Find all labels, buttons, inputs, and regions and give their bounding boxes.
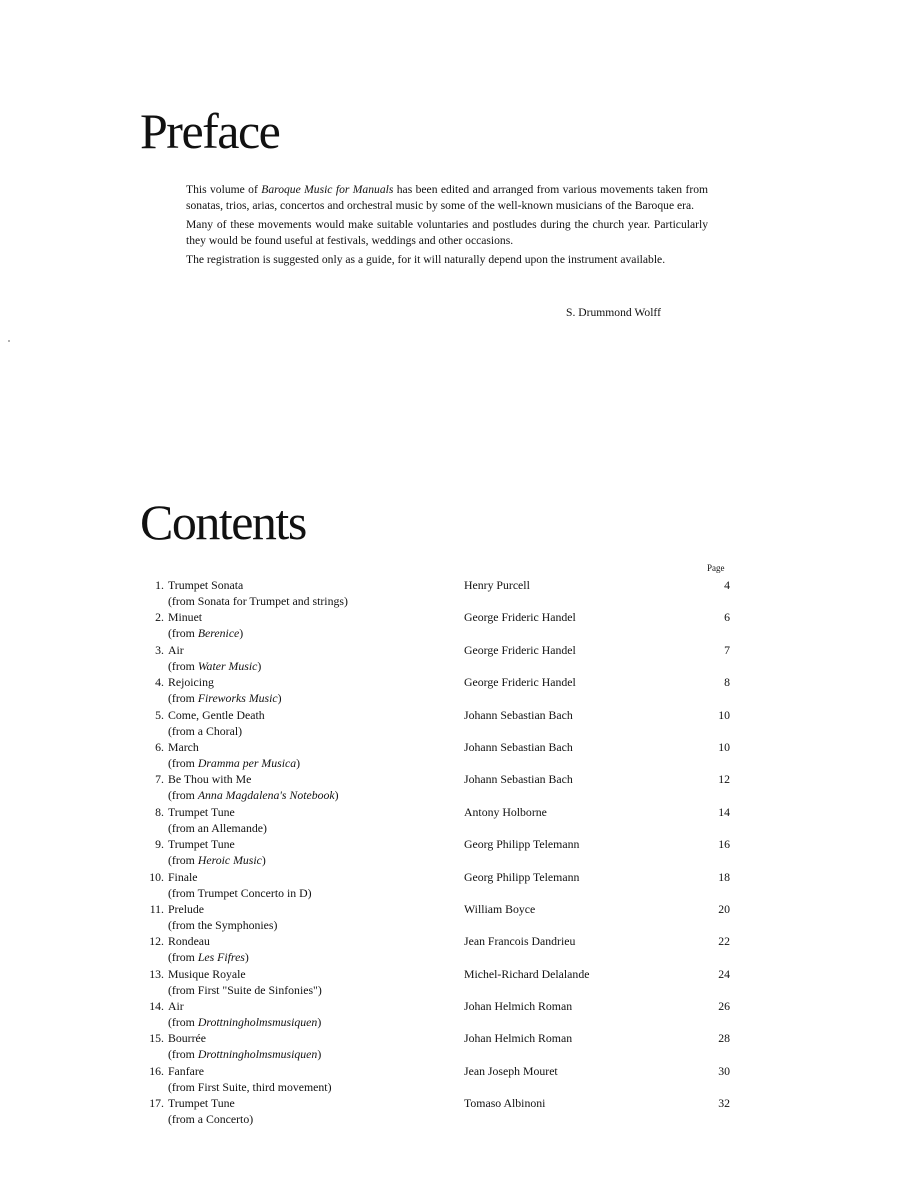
- entry-source-text: (from: [168, 1015, 198, 1030]
- entry-title: Come, Gentle Death: [168, 707, 265, 722]
- entry-page-number: 10: [718, 707, 730, 722]
- entry-number: 17.: [149, 1096, 164, 1111]
- entry-page-number: 30: [718, 1063, 730, 1078]
- entry-composer: Henry Purcell: [464, 578, 530, 592]
- contents-entry: [140, 901, 740, 933]
- entry-source-text: (from: [168, 691, 198, 706]
- preface-body: [186, 182, 708, 271]
- entry-number: 8.: [155, 804, 164, 819]
- contents-entry: [140, 739, 740, 771]
- entry-page-number: 24: [718, 966, 730, 981]
- entry-number: 1.: [155, 578, 164, 592]
- entry-page-number: 7: [724, 642, 730, 657]
- entry-source: [168, 755, 300, 771]
- entry-number: 15.: [149, 1031, 164, 1046]
- entry-source: [168, 658, 261, 674]
- entry-source: [168, 787, 339, 803]
- entry-title: Rejoicing: [168, 675, 214, 690]
- entry-source-text: (from the Symphonies): [168, 917, 278, 932]
- entry-title: Prelude: [168, 901, 205, 916]
- contents-entry: [140, 804, 740, 836]
- entry-source-text: (from: [168, 853, 198, 868]
- contents-entry: [140, 1030, 740, 1062]
- entry-source: [168, 852, 266, 868]
- entry-source-close: ): [261, 853, 266, 868]
- entry-title: Trumpet Tune: [168, 837, 235, 852]
- entry-source-text: (from: [168, 1047, 198, 1062]
- entry-title: March: [168, 739, 199, 754]
- entry-source-work: Water Music: [197, 658, 258, 673]
- entry-composer: William Boyce: [464, 901, 536, 916]
- entry-title: Trumpet Tune: [168, 1096, 235, 1111]
- entry-source: [168, 1079, 332, 1095]
- entry-composer: Jean Joseph Mouret: [464, 1063, 558, 1078]
- entry-number: 5.: [155, 707, 164, 722]
- entry-page-number: 22: [718, 934, 730, 949]
- contents-entry: [140, 869, 740, 901]
- page-column-label: Page: [707, 563, 725, 573]
- entry-source-text: (from an Allemande): [168, 820, 267, 835]
- contents-entry: [140, 933, 740, 965]
- preface-heading: Preface: [140, 103, 280, 159]
- entry-source: [168, 1046, 321, 1062]
- entry-page-number: 6: [724, 610, 730, 625]
- entry-source-close: ): [334, 788, 339, 803]
- entry-composer: Antony Holborne: [464, 804, 547, 819]
- entry-source-work: Anna Magdalena's Notebook: [197, 788, 335, 803]
- entry-composer: Johann Sebastian Bach: [464, 707, 573, 722]
- entry-title: Trumpet Tune: [168, 804, 235, 819]
- preface-p1-lead: This volume of: [186, 183, 262, 196]
- entry-source-text: (from a Concerto): [168, 1112, 254, 1127]
- entry-source: [168, 1111, 253, 1127]
- entry-number: 14.: [149, 999, 164, 1014]
- entry-number: 4.: [155, 675, 164, 690]
- entry-source-work: Dramma per Musica: [197, 755, 297, 770]
- entry-composer: Johan Helmich Roman: [464, 999, 573, 1014]
- entry-source: [168, 982, 322, 998]
- entry-source-close: ): [239, 626, 244, 641]
- entry-source: [168, 593, 348, 609]
- contents-heading: Contents: [140, 494, 306, 550]
- entry-source-text: (from: [168, 950, 198, 965]
- entry-title: Minuet: [168, 610, 203, 625]
- entry-page-number: 26: [718, 999, 730, 1014]
- entry-source: [168, 917, 277, 933]
- entry-source-text: (from: [168, 755, 198, 770]
- entry-title: Rondeau: [168, 934, 210, 949]
- entry-source: [168, 885, 312, 901]
- entry-title: Bourrée: [168, 1031, 206, 1046]
- contents-entry: [140, 577, 740, 609]
- entry-source-text: (from a Choral): [168, 723, 243, 738]
- entry-number: 13.: [149, 966, 164, 981]
- entry-number: 2.: [155, 610, 164, 625]
- entry-title: Air: [168, 999, 184, 1014]
- entry-title: Finale: [168, 869, 198, 884]
- preface-paragraph-2: Many of these movements would make suitable voluntaries and postludes during the church year. Particularly they would be found useful at festivals, weddings and other occasions.: [186, 218, 708, 247]
- entry-source-work: Drottningholmsmusiquen: [197, 1015, 318, 1030]
- entry-page-number: 28: [718, 1031, 730, 1046]
- preface-signature: S. Drummond Wolff: [566, 306, 661, 319]
- entry-number: 6.: [155, 739, 164, 754]
- contents-entry: [140, 642, 740, 674]
- entry-page-number: 16: [718, 837, 730, 852]
- contents-entry: [140, 707, 740, 739]
- entry-source-work: Fireworks Music: [197, 691, 278, 706]
- entry-page-number: 4: [724, 578, 730, 592]
- entry-source-close: ): [317, 1015, 322, 1030]
- entry-source-text: (from First Suite, third movement): [168, 1079, 332, 1094]
- entry-page-number: 18: [718, 869, 730, 884]
- entry-page-number: 12: [718, 772, 730, 787]
- entry-source-close: ): [244, 950, 249, 965]
- entry-number: 11.: [149, 901, 164, 916]
- entry-source-work: Berenice: [197, 626, 240, 641]
- entry-title: Trumpet Sonata: [168, 578, 244, 592]
- entry-source-work: Heroic Music: [197, 853, 262, 868]
- entry-composer: Johann Sebastian Bach: [464, 739, 573, 754]
- entry-source: [168, 625, 243, 641]
- entry-title: Air: [168, 642, 184, 657]
- contents-entry: [140, 1063, 740, 1095]
- entry-page-number: 10: [718, 739, 730, 754]
- entry-composer: George Frideric Handel: [464, 610, 576, 625]
- entry-composer: Johan Helmich Roman: [464, 1031, 573, 1046]
- preface-paragraph-3: The registration is suggested only as a guide, for it will naturally depend upon the instrument available.: [186, 253, 666, 266]
- entry-composer: Tomaso Albinoni: [464, 1096, 546, 1111]
- preface-paragraph-1: [186, 182, 708, 214]
- contents-entry: [140, 771, 740, 803]
- entry-page-number: 20: [718, 901, 730, 916]
- entry-source: [168, 1014, 321, 1030]
- entry-source-text: (from: [168, 788, 198, 803]
- entry-composer: George Frideric Handel: [464, 642, 576, 657]
- entry-composer: Georg Philipp Telemann: [464, 869, 580, 884]
- entry-source-text: (from: [168, 658, 198, 673]
- entry-composer: Georg Philipp Telemann: [464, 837, 580, 852]
- entry-composer: Johann Sebastian Bach: [464, 772, 573, 787]
- contents-entry: [140, 836, 740, 868]
- entry-source: [168, 820, 267, 836]
- entry-source-close: ): [257, 658, 262, 673]
- entry-source-text: (from: [168, 626, 198, 641]
- entry-source-close: ): [317, 1047, 322, 1062]
- entry-source-work: Les Fifres: [197, 950, 245, 965]
- contents-entry: [140, 998, 740, 1030]
- preface-p1-rest: has been edited and arranged from various movements taken from sonatas, trios, arias, concertos and orchestral music by some of the well-known musicians of the Baroque era.: [186, 183, 709, 212]
- book-title: Baroque Music for Manuals: [261, 183, 394, 196]
- entry-source: [168, 690, 282, 706]
- entry-composer: Michel-Richard Delalande: [464, 966, 590, 981]
- entry-title: Be Thou with Me: [168, 772, 252, 787]
- entry-number: 10.: [149, 869, 164, 884]
- entry-source: [168, 949, 249, 965]
- entry-number: 9.: [155, 837, 164, 852]
- entry-source-close: ): [296, 755, 301, 770]
- contents-entry: [140, 966, 740, 998]
- entry-source: [168, 723, 242, 739]
- entry-source-text: (from Sonata for Trumpet and strings): [168, 594, 348, 608]
- entry-title: Musique Royale: [168, 966, 246, 981]
- entry-source-text: (from First "Suite de Sinfonies"): [168, 982, 322, 997]
- entry-page-number: 8: [724, 675, 730, 690]
- contents-entry: [140, 1095, 740, 1127]
- entry-number: 16.: [149, 1063, 164, 1078]
- entry-composer: George Frideric Handel: [464, 675, 576, 690]
- entry-number: 3.: [155, 642, 164, 657]
- entry-composer: Jean Francois Dandrieu: [464, 934, 576, 949]
- entry-number: 12.: [149, 934, 164, 949]
- entry-source-close: ): [277, 691, 282, 706]
- contents-list: [140, 577, 740, 1128]
- entry-title: Fanfare: [168, 1063, 205, 1078]
- entry-number: 7.: [155, 772, 164, 787]
- entry-source-work: Drottningholmsmusiquen: [197, 1047, 318, 1062]
- scan-speck: [8, 340, 10, 342]
- entry-page-number: 14: [718, 804, 730, 819]
- contents-entry: [140, 609, 740, 641]
- entry-source-text: (from Trumpet Concerto in D): [168, 885, 312, 900]
- entry-page-number: 32: [718, 1096, 730, 1111]
- contents-entry: [140, 674, 740, 706]
